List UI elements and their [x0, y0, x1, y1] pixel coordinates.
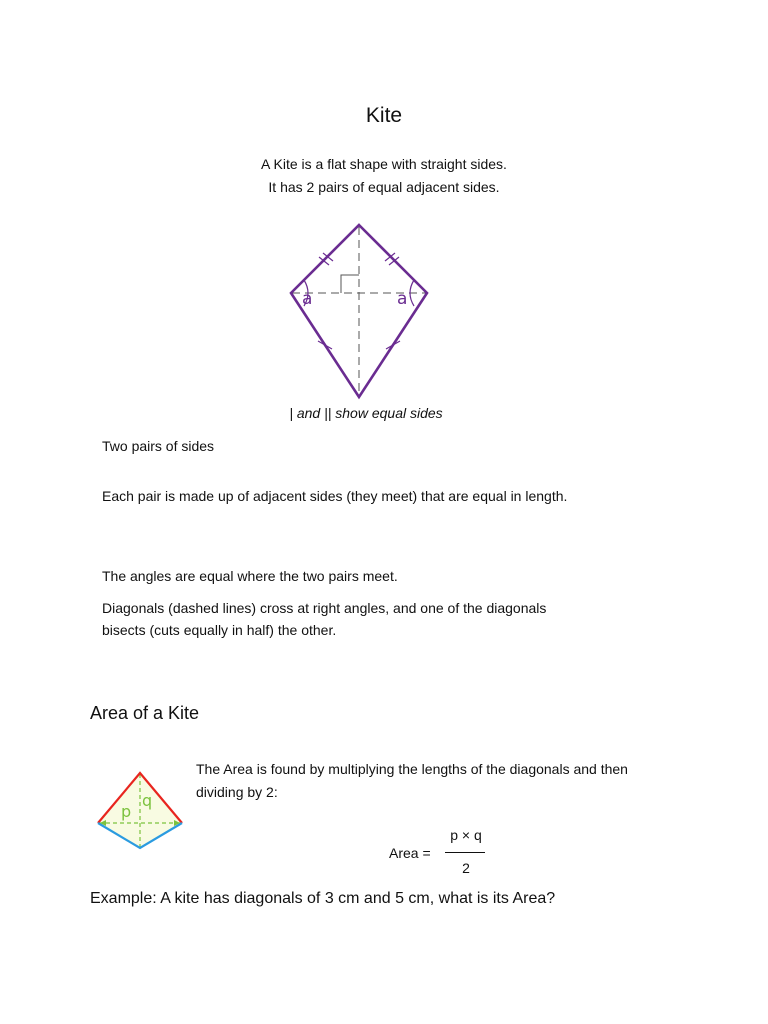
property-adjacent-sides: Each pair is made up of adjacent sides (they meet) that are equal in length.: [102, 488, 568, 504]
area-heading: Area of a Kite: [90, 703, 200, 723]
label-p: p: [121, 802, 132, 821]
intro-text: [0, 153, 768, 199]
property-equal-angles: The angles are equal where the two pairs meet.: [102, 568, 398, 584]
intro-line-2: It has 2 pairs of equal adjacent sides.: [268, 179, 500, 195]
right-angle-label: a: [397, 289, 408, 309]
right-angle-marker: [341, 275, 359, 293]
property-two-pairs: Two pairs of sides: [102, 438, 215, 454]
area-description: The Area is found by multiplying the lengths of the diagonals and then dividing by 2:: [196, 761, 628, 800]
property-diagonals: Diagonals (dashed lines) cross at right angles, and one of the diagonals bisects (cuts equally in half) the other.: [102, 600, 547, 638]
page-title: Kite: [365, 104, 403, 127]
figure-caption: | and || show equal sides: [289, 405, 443, 421]
formula-lhs: Area =: [389, 845, 431, 861]
left-angle-label: a: [302, 289, 313, 309]
area-kite-diagram: [96, 770, 184, 852]
fraction-bar: [445, 852, 485, 853]
example-question: Example: A kite has diagonals of 3 cm and 5 cm, what is its Area?: [90, 890, 556, 907]
formula-denominator: 2: [462, 860, 470, 876]
formula-numerator: p × q: [450, 827, 482, 843]
intro-line-1: A Kite is a flat shape with straight sides.: [261, 156, 507, 172]
kite-diagonals: [292, 227, 426, 396]
kite-diagram: [282, 218, 436, 404]
label-q: q: [142, 791, 153, 810]
